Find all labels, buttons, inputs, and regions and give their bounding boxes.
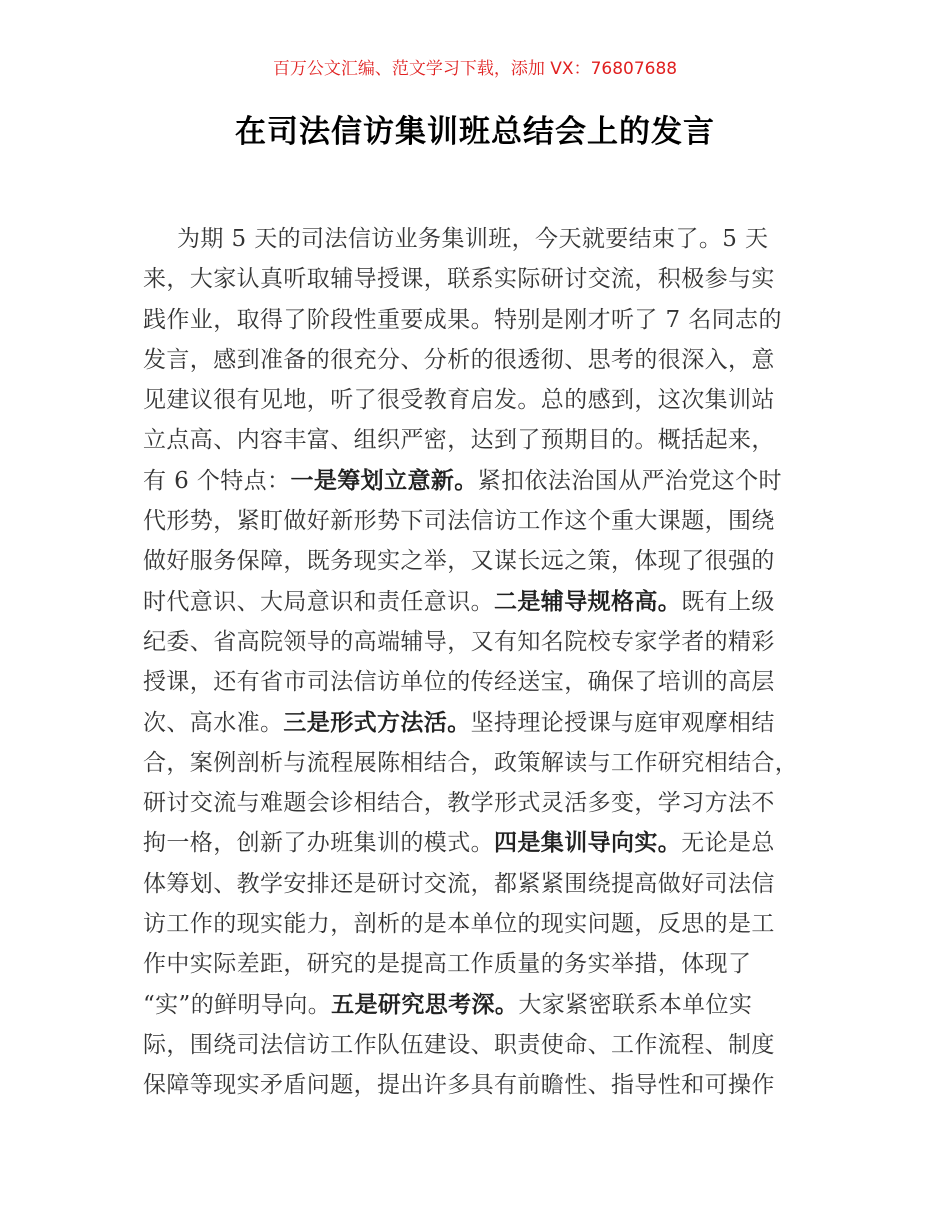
body-line [143,582,823,622]
body-text: 保障等现实矛盾问题，提出许多具有前瞻性、指导性和可操作 [143,1072,775,1099]
highlight-heading: 二是辅导规格高。 [494,588,682,615]
body-text: 大家紧密联系本单位实 [518,991,753,1018]
highlight-heading: 五是研究思考深。 [331,991,519,1018]
body-line [143,985,823,1025]
body-text: 有 6 个特点： [143,467,291,494]
body-text: 做好服务保障，既务现实之举，又谋长远之策，体现了很强的 [143,548,775,575]
document-body [143,219,823,1106]
body-text: 坚持理论授课与庭审观摩相结 [470,709,775,736]
body-text: 时代意识、大局意识和责任意识。 [143,588,494,615]
body-line [143,743,823,783]
body-text: 研讨交流与难题会诊相结合，教学形式灵活多变，学习方法不 [143,790,775,817]
body-text: 拘一格，创新了办班集训的模式。 [143,830,494,857]
body-text: 访工作的现实能力，剖析的是本单位的现实问题，反思的是工 [143,911,775,938]
body-text: 授课，还有省市司法信访单位的传经送宝，确保了培训的高层 [143,669,775,696]
body-text: 既有上级 [681,588,775,615]
body-text: 体筹划、教学安排还是研讨交流，都紧紧围绕提高做好司法信 [143,870,775,897]
body-line [143,340,823,380]
body-line [143,622,823,662]
body-line [143,662,823,702]
body-text: 无论是总 [681,830,775,857]
body-line [143,541,823,581]
highlight-heading: 一是筹划立意新。 [290,467,478,494]
body-text: 作中实际差距，研究的是提高工作质量的务实举措，体现了 [143,951,752,978]
highlight-heading: 四是集训导向实。 [494,830,682,857]
body-line [143,380,823,420]
body-line [143,904,823,944]
body-line [143,219,823,259]
body-line [143,864,823,904]
body-line [143,783,823,823]
body-line [143,823,823,863]
body-text: 代形势，紧盯做好新形势下司法信访工作这个重大课题，围绕 [143,508,775,535]
body-line [143,1025,823,1065]
body-line [143,420,823,460]
body-text: 发言，感到准备的很充分、分析的很透彻、思考的很深入，意 [143,346,775,373]
body-line [143,300,823,340]
body-text: 纪委、省高院领导的高端辅导，又有知名院校专家学者的精彩 [143,628,775,655]
body-text: 紧扣依法治国从严治党这个时 [477,467,782,494]
body-text: 践作业，取得了阶段性重要成果。特别是刚才听了 7 名同志的 [143,306,782,333]
body-text: 立点高、内容丰富、组织严密，达到了预期目的。概括起来， [143,427,775,454]
body-text: 为期 5 天的司法信访业务集训班，今天就要结束了。5 天 [177,226,769,252]
document-title: 在司法信访集训班总结会上的发言 [235,114,715,150]
body-text: “实”的鲜明导向。 [143,991,332,1018]
body-text: 来，大家认真听取辅导授课，联系实际研讨交流，积极参与实 [143,266,775,293]
body-text: 际，围绕司法信访工作队伍建设、职责使命、工作流程、制度 [143,1031,775,1058]
body-line [143,1065,823,1105]
body-text: 合，案例剖析与流程展陈相结合，政策解读与工作研究相结合， [143,749,799,776]
body-line [143,259,823,299]
body-line [143,501,823,541]
body-line [143,461,823,501]
body-text: 见建议很有见地，听了很受教育启发。总的感到，这次集训站 [143,387,775,414]
body-line [143,703,823,743]
watermark-banner: 百万公文汇编、范文学习下载，添加 VX：76807688 [272,59,678,79]
highlight-heading: 三是形式方法活。 [283,709,471,736]
body-line [143,944,823,984]
body-text: 次、高水准。 [143,709,284,736]
